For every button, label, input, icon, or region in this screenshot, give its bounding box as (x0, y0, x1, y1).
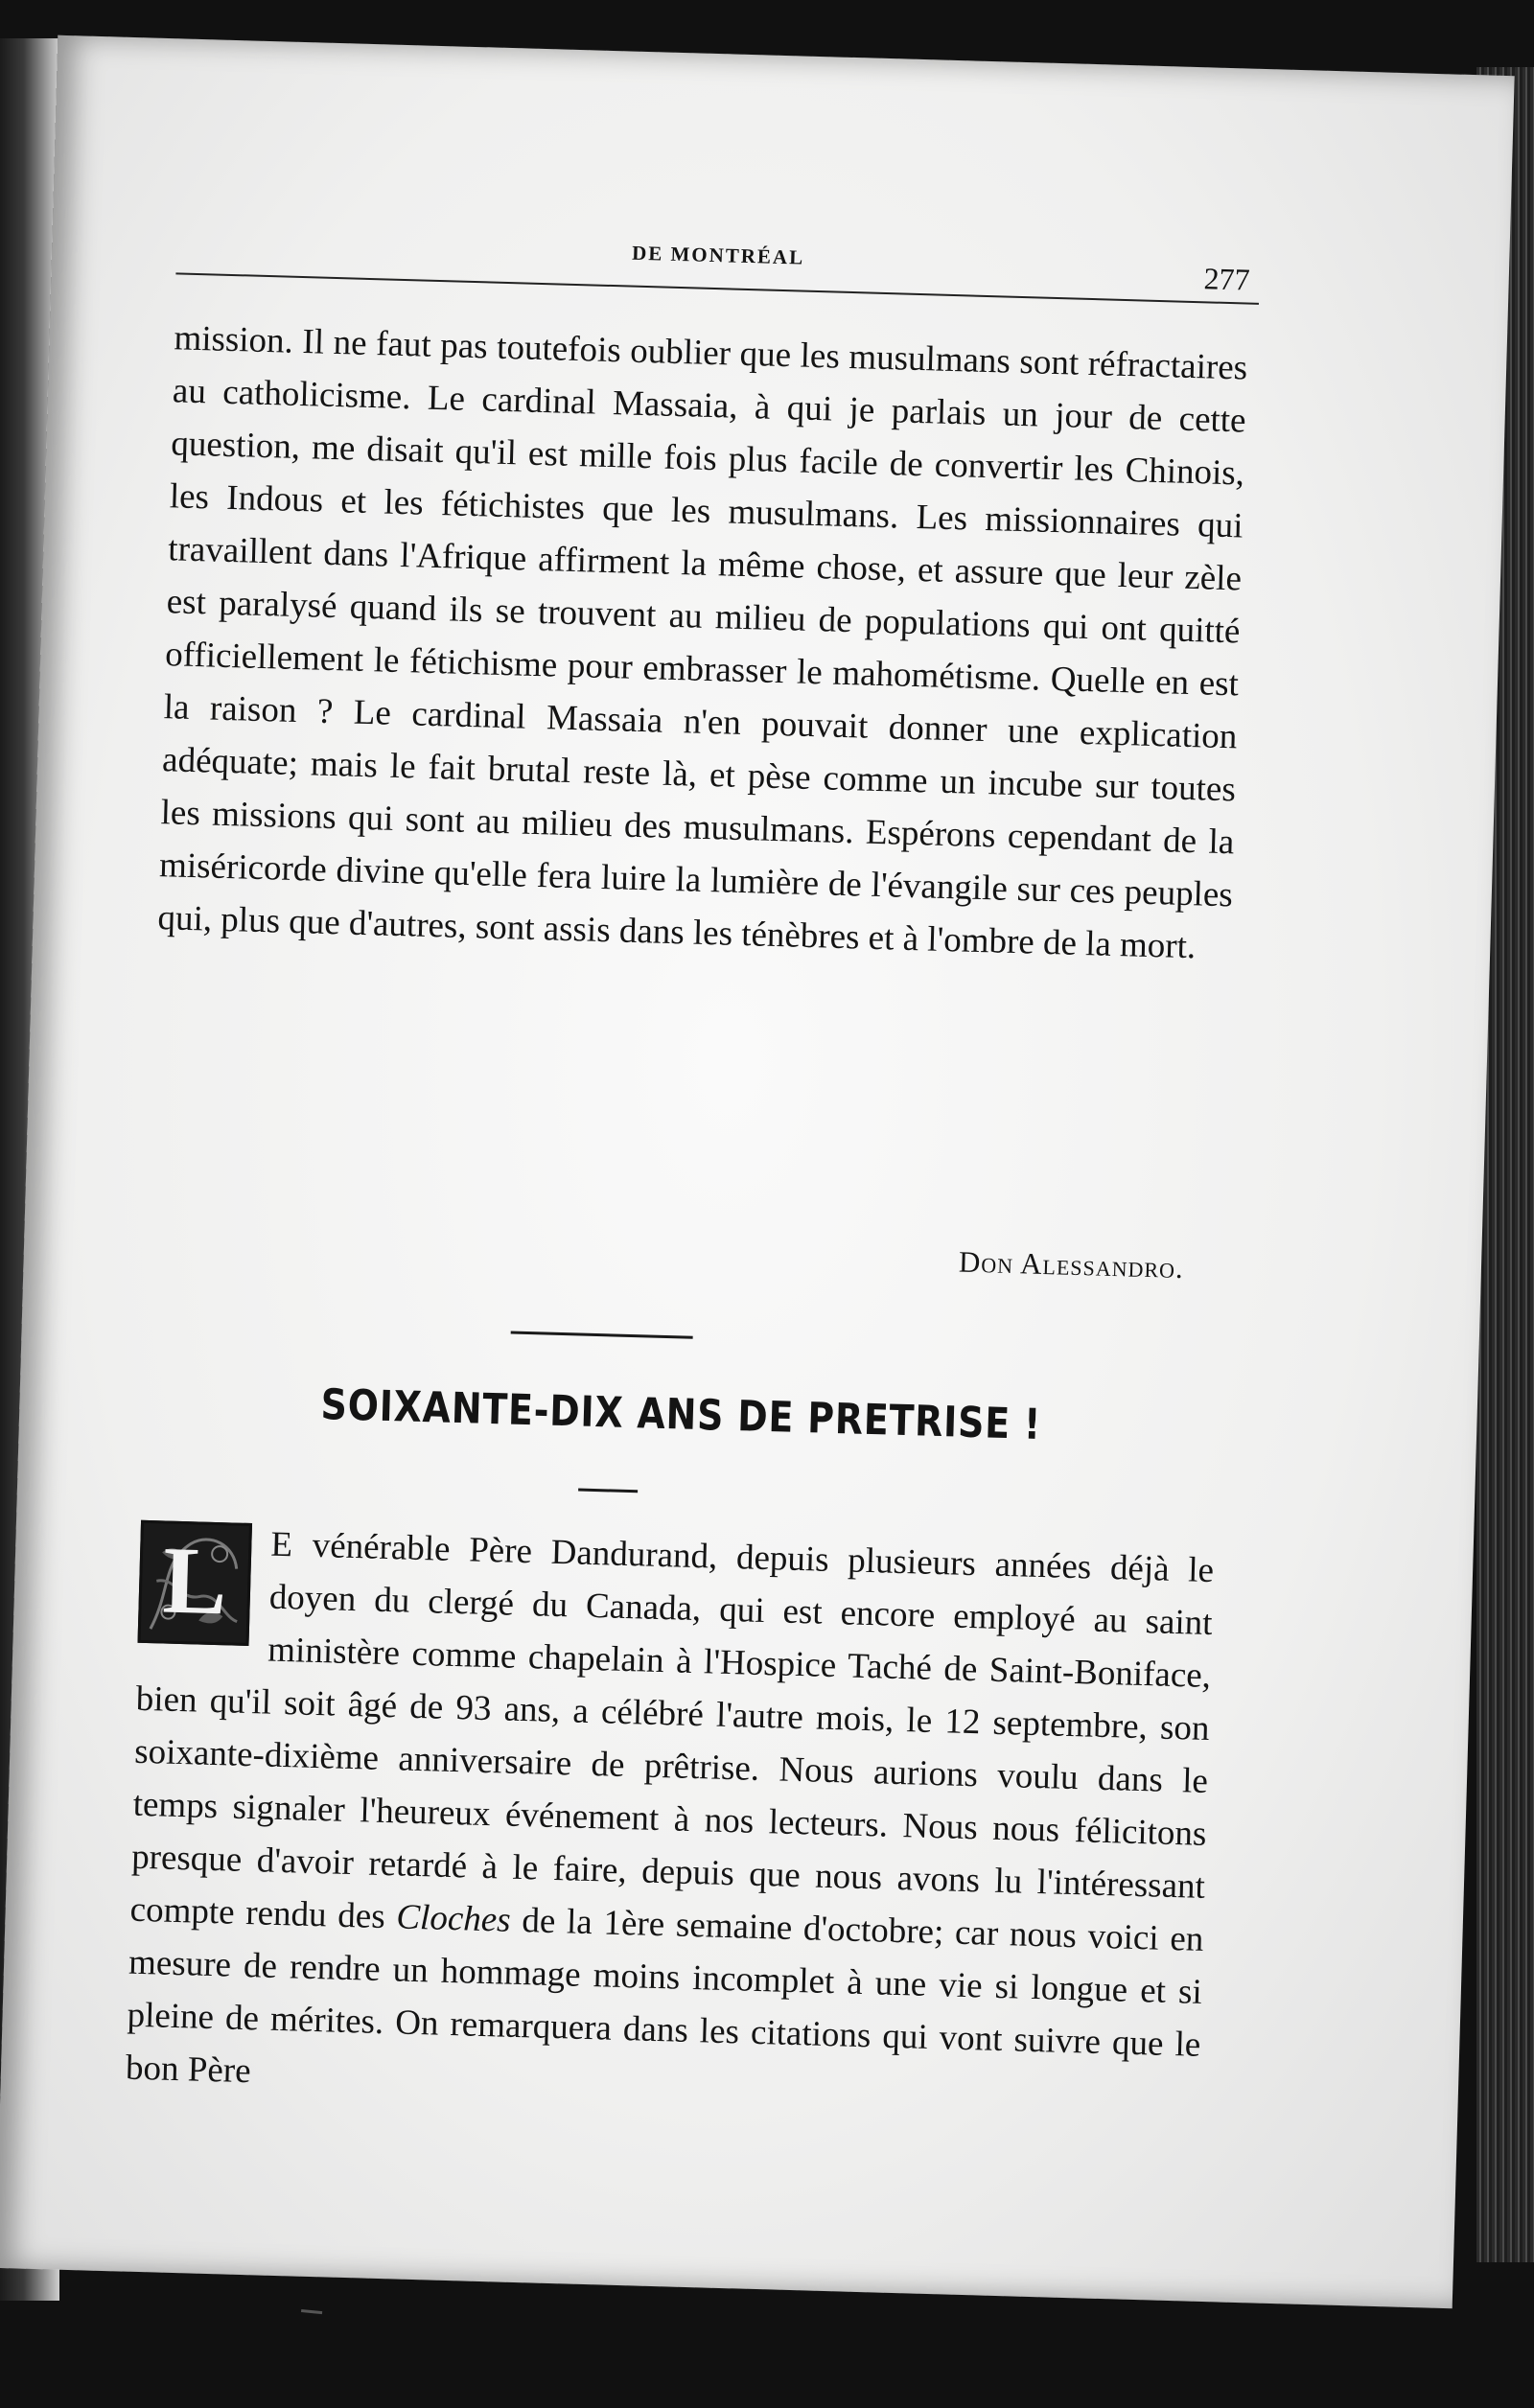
book-page (0, 35, 1515, 2309)
article-body (125, 1515, 1214, 2124)
continued-paragraph: mission. Il ne faut pas toutefois oublier que les musulmans sont réfractaires au catholicisme. Le cardinal Massaia, à qui je parlais un jour de cette question, me disait qu'il est mille fois plus facile de convertir les Chinois, les Indous et les fétichistes que les musulmans. Les missionnaires qui travaillent dans l'Afrique affirment la même chose, et assure que leur zèle est paralysé quand ils se trouvent au milieu de populations qui ont quitté officiellement le fétichisme pour embrasser le mahométisme. Quelle en est la raison ? Le cardinal Massaia n'en pouvait donner une explication adéquate; mais le fait brutal reste là, et pèse comme un incube sur toutes les missions qui sont au milieu des musulmans. Espérons cependant de la miséricorde divine qu'elle fera luire la lumière de l'évangile sur ces peuples qui, plus que d'autres, sont assis dans les ténèbres et à l'ombre de la mort. (157, 318, 1248, 967)
article-text-part-1: vénérable Père Dandurand, depuis plusieurs années déjà le doyen du clergé du Canada, qui est encore employé au saint ministère comme chapelain à l'Hospice Taché de Saint-Boniface, bien qu'il soit âgé de 93 ans, a célébré l'autre mois, le 12 septembre, son soixante-dixième anniversaire de prêtrise. Nous aurions voulu dans le temps signaler l'heureux événement à nos lecteurs. Nous nous félicitons presque d'avoir retardé à le faire, depuis que nous avons lu l'intéressant compte rendu des (129, 1525, 1215, 1937)
title-underline (578, 1489, 638, 1493)
section-separator (511, 1331, 693, 1338)
publication-title: Cloches (395, 1897, 512, 1940)
page-number: 277 (1203, 261, 1251, 297)
page-speck (301, 2309, 322, 2314)
section-title: SOIXANTE-DIX ANS DE PRETRISE ! (319, 1380, 1042, 1449)
continued-article (157, 312, 1248, 974)
author-signature: Don Alessandro. (958, 1244, 1185, 1285)
running-title: DE MONTRÉAL (631, 241, 805, 269)
first-word-rest: E (269, 1524, 294, 1565)
article-paragraph (125, 1515, 1214, 2124)
page-header (175, 228, 1260, 316)
drop-cap-letter: L (161, 1526, 229, 1635)
ornate-drop-cap (138, 1520, 253, 1646)
article-text-part-2: de la 1ère semaine d'octobre; car nous voici en mesure de rendre un hommage moins incomplet à une vie si longue et si pleine de mérites. On remarquera dans les citations qui vont suivre que le bon Père (125, 1901, 1204, 2092)
